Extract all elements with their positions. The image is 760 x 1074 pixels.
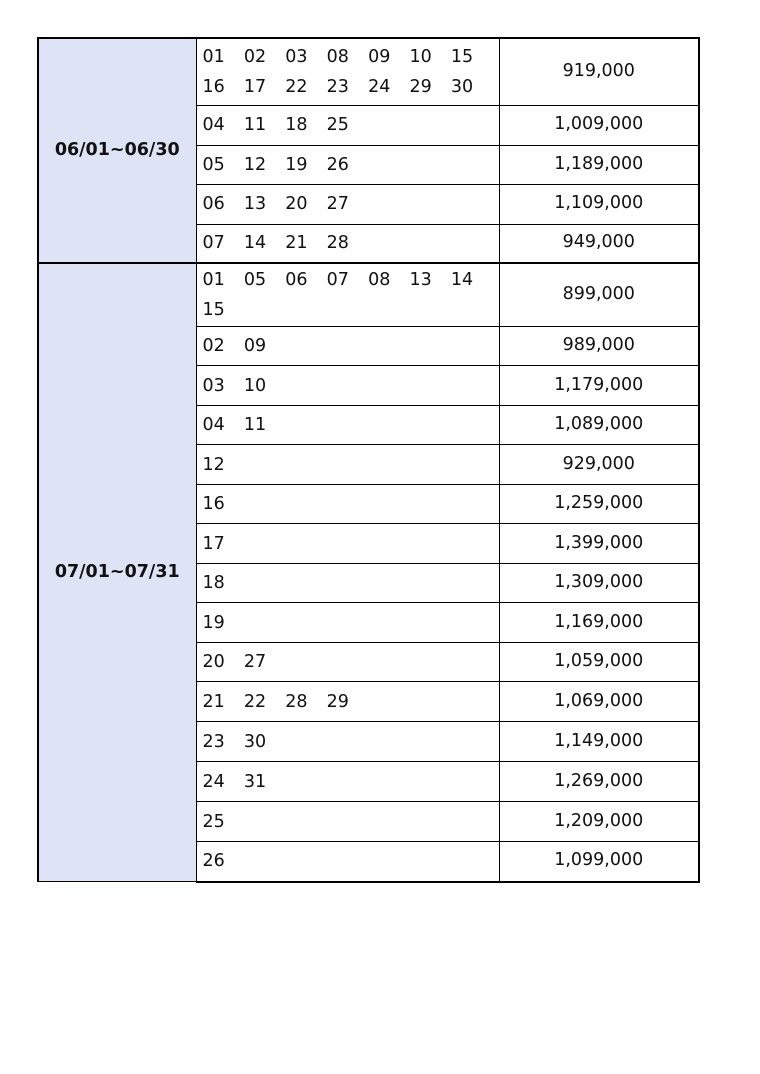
dates-cell xyxy=(196,445,499,485)
date-value: 10 xyxy=(409,46,432,67)
dates-cell xyxy=(196,564,499,603)
date-value: 28 xyxy=(285,691,308,712)
date-value: 16 xyxy=(202,76,225,97)
price-value: 1,059,000 xyxy=(499,643,699,682)
dates-cell xyxy=(196,802,499,842)
dates-cell xyxy=(196,842,499,882)
date-value: 05 xyxy=(243,270,267,290)
date-value: 18 xyxy=(285,115,308,135)
date-value: 31 xyxy=(243,771,267,792)
date-value: 30 xyxy=(243,731,267,752)
date-value: 15 xyxy=(202,300,225,320)
date-value: 27 xyxy=(243,652,267,672)
date-value: 02 xyxy=(243,46,267,67)
date-value: 12 xyxy=(243,154,267,175)
date-value: 19 xyxy=(285,154,308,175)
period-label: 07/01~07/31 xyxy=(38,263,196,882)
price-value: 1,089,000 xyxy=(499,406,699,445)
dates-cell xyxy=(196,145,499,184)
price-table-body xyxy=(38,38,699,882)
price-value: 1,149,000 xyxy=(499,722,699,762)
date-value: 01 xyxy=(202,270,225,290)
price-value: 1,109,000 xyxy=(499,184,699,224)
date-value: 19 xyxy=(202,612,225,633)
dates-cell xyxy=(196,224,499,263)
date-value: 05 xyxy=(202,154,225,175)
dates-cell xyxy=(196,263,499,327)
date-value: 09 xyxy=(243,336,267,356)
date-value: 22 xyxy=(243,691,267,712)
date-value: 07 xyxy=(202,233,225,254)
price-row xyxy=(38,38,699,105)
dates-cell xyxy=(196,603,499,643)
dates-cell xyxy=(196,38,499,105)
date-value: 17 xyxy=(202,533,225,554)
date-value: 25 xyxy=(202,811,225,832)
date-value: 15 xyxy=(450,46,474,67)
date-value: 28 xyxy=(326,233,349,254)
dates-cell xyxy=(196,105,499,145)
price-value: 919,000 xyxy=(499,38,699,105)
date-value: 22 xyxy=(285,76,308,97)
date-value: 29 xyxy=(409,76,432,97)
price-value: 1,179,000 xyxy=(499,366,699,406)
date-value: 08 xyxy=(326,46,349,67)
date-value: 06 xyxy=(285,270,308,290)
date-value: 03 xyxy=(202,375,225,396)
price-value: 899,000 xyxy=(499,263,699,327)
price-table xyxy=(37,37,700,883)
dates-cell xyxy=(196,485,499,524)
date-value: 11 xyxy=(243,415,267,435)
price-value: 929,000 xyxy=(499,445,699,485)
date-value: 14 xyxy=(450,270,474,290)
date-value: 12 xyxy=(202,454,225,475)
price-value: 1,309,000 xyxy=(499,564,699,603)
period-label: 06/01~06/30 xyxy=(38,38,196,263)
date-value: 10 xyxy=(243,375,267,396)
date-value: 25 xyxy=(326,115,349,135)
price-value: 989,000 xyxy=(499,327,699,366)
date-value: 04 xyxy=(202,115,225,135)
date-value: 04 xyxy=(202,415,225,435)
date-value: 26 xyxy=(326,154,349,175)
date-value: 30 xyxy=(450,76,474,97)
dates-cell xyxy=(196,327,499,366)
date-value: 09 xyxy=(368,46,391,67)
date-value: 06 xyxy=(202,194,225,214)
dates-cell xyxy=(196,762,499,802)
date-value: 16 xyxy=(202,494,225,514)
price-value: 1,099,000 xyxy=(499,842,699,882)
date-value: 21 xyxy=(202,691,225,712)
date-value: 13 xyxy=(243,194,267,214)
price-value: 1,259,000 xyxy=(499,485,699,524)
date-value: 07 xyxy=(326,270,349,290)
price-value: 1,269,000 xyxy=(499,762,699,802)
price-value: 1,189,000 xyxy=(499,145,699,184)
date-value: 08 xyxy=(368,270,391,290)
dates-cell xyxy=(196,682,499,722)
price-value: 1,009,000 xyxy=(499,105,699,145)
dates-cell xyxy=(196,524,499,564)
dates-cell xyxy=(196,366,499,406)
date-value: 23 xyxy=(202,731,225,752)
date-value: 26 xyxy=(202,851,225,872)
date-value: 13 xyxy=(409,270,432,290)
dates-cell xyxy=(196,722,499,762)
date-value: 24 xyxy=(368,76,391,97)
date-value: 27 xyxy=(326,194,349,214)
price-value: 1,209,000 xyxy=(499,802,699,842)
price-value: 1,069,000 xyxy=(499,682,699,722)
date-value: 17 xyxy=(243,76,267,97)
date-value: 14 xyxy=(243,233,267,254)
date-value: 20 xyxy=(285,194,308,214)
price-value: 1,399,000 xyxy=(499,524,699,564)
date-value: 03 xyxy=(285,46,308,67)
price-row xyxy=(38,263,699,327)
date-value: 21 xyxy=(285,233,308,254)
dates-cell xyxy=(196,643,499,682)
date-value: 18 xyxy=(202,573,225,593)
price-value: 949,000 xyxy=(499,224,699,263)
date-value: 02 xyxy=(202,336,225,356)
date-value: 29 xyxy=(326,691,349,712)
price-value: 1,169,000 xyxy=(499,603,699,643)
date-value: 01 xyxy=(202,46,225,67)
date-value: 11 xyxy=(243,115,267,135)
date-value: 23 xyxy=(326,76,349,97)
date-value: 20 xyxy=(202,652,225,672)
dates-cell xyxy=(196,406,499,445)
dates-cell xyxy=(196,184,499,224)
date-value: 24 xyxy=(202,771,225,792)
